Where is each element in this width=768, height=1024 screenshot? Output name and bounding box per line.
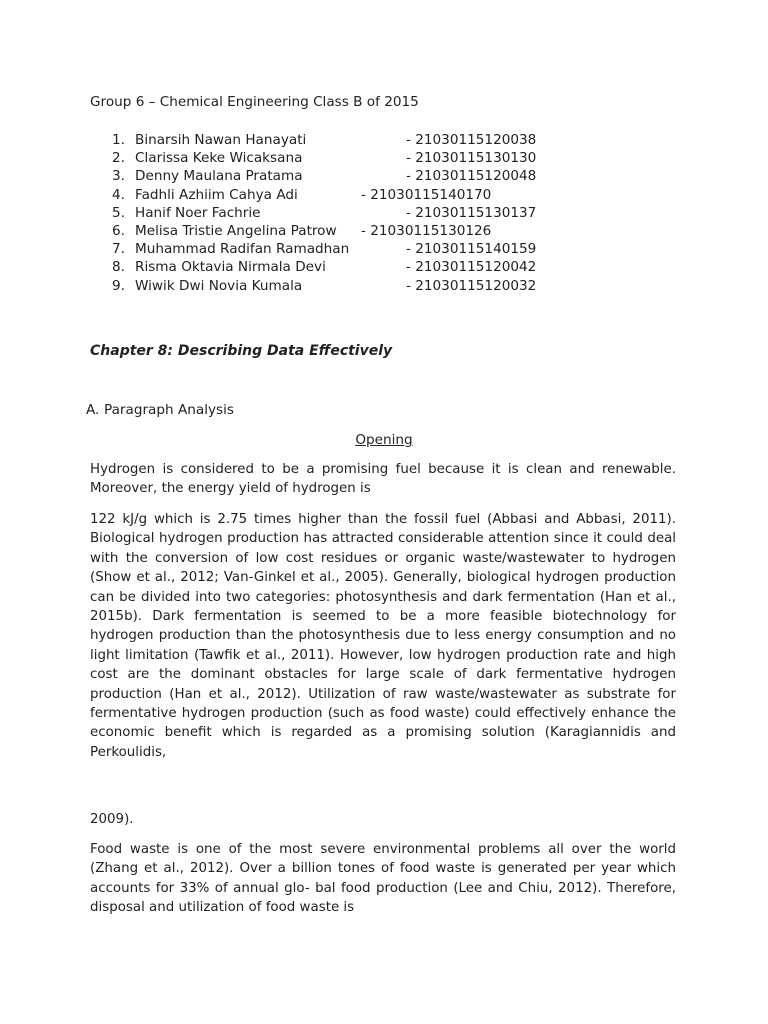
member-id: - 21030115120042 — [406, 259, 537, 276]
member-name: Clarissa Keke Wicaksana — [135, 150, 303, 167]
member-id: - 21030115120038 — [406, 132, 537, 148]
member-id: - 21030115130126 — [361, 222, 492, 239]
member-name: Fadhli Azhiim Cahya Adi — [135, 186, 298, 203]
member-name: Muhammad Radifan Ramadhan — [135, 241, 350, 258]
member-id: - 21030115140170 — [361, 186, 492, 203]
section-title: Paragraph Analysis — [104, 402, 234, 418]
group-title: Group 6 – Chemical Engineering Class B of 2015 — [90, 94, 419, 110]
member-number: 9. — [112, 277, 125, 294]
section-letter: A. — [86, 402, 100, 418]
member-number: 8. — [112, 259, 125, 276]
member-name: Hanif Noer Fachrie — [135, 204, 261, 221]
member-number: 7. — [112, 241, 125, 258]
member-number: 3. — [112, 168, 125, 185]
member-number: 6. — [112, 222, 125, 239]
paragraph: Food waste is one of the most severe environmental problems all over the world (Zhang et al., 2012). Over a billion tones of food waste is generated per year which accounts for 33% of annual glo- bal food production (Lee and Chiu, 2012). Therefore, disposal and utilization of food waste is — [90, 842, 676, 916]
section-heading — [86, 401, 234, 419]
member-id: - 21030115130137 — [406, 204, 537, 221]
member-name: Binarsih Nawan Hanayati — [135, 132, 307, 148]
member-name: Melisa Tristie Angelina Patrow — [135, 222, 337, 239]
paragraph: 2009). — [90, 812, 134, 827]
member-id: - 21030115140159 — [406, 241, 537, 258]
paragraph: 122 kJ/g which is 2.75 times higher than the fossil fuel (Abbasi and Abbasi, 2011). Biological hydrogen production has attracted considerable attention since it could deal with the conversion of low cost residues or organic waste/wastewater to hydrogen (Show et al., 2012; Van-Ginkel et al., 2005). Generally, biological hydrogen production can be divided into two categories: photosynthesis and dark fermentation (Han et al., 2015b). Dark fermentation is seemed to be a more feasible biotechnology for hydrogen production than the photosynthesis due to less energy consumption and no light limitation (Tawfik et al., 2011). However, low hydrogen production rate and high cost are the dominant obstacles for large scale of dark fermentative hydrogen production (Han et al., 2012). Utilization of raw waste/wastewater as substrate for fermentative hydrogen production (such as food waste) could effectively enhance the economic benefit which is regarded as a promising solution (Karagiannidis and Perkoulidis, — [90, 512, 676, 760]
member-number: 2. — [112, 150, 125, 167]
member-number: 1. — [112, 132, 125, 148]
opening-subheading: Opening — [355, 432, 413, 448]
paragraph: Hydrogen is considered to be a promising fuel because it is clean and renewable. Moreover, the energy yield of hydrogen is — [90, 462, 676, 497]
member-number: 5. — [112, 204, 125, 221]
member-number: 4. — [112, 186, 125, 203]
member-id: - 21030115120032 — [406, 277, 537, 294]
member-name: Risma Oktavia Nirmala Devi — [135, 259, 326, 276]
member-name: Wiwik Dwi Novia Kumala — [135, 277, 303, 294]
member-id: - 21030115130130 — [406, 150, 537, 167]
member-name: Denny Maulana Pratama — [135, 168, 303, 185]
member-id: - 21030115120048 — [406, 168, 537, 185]
chapter-title: Chapter 8: Describing Data Effectively — [90, 343, 393, 359]
